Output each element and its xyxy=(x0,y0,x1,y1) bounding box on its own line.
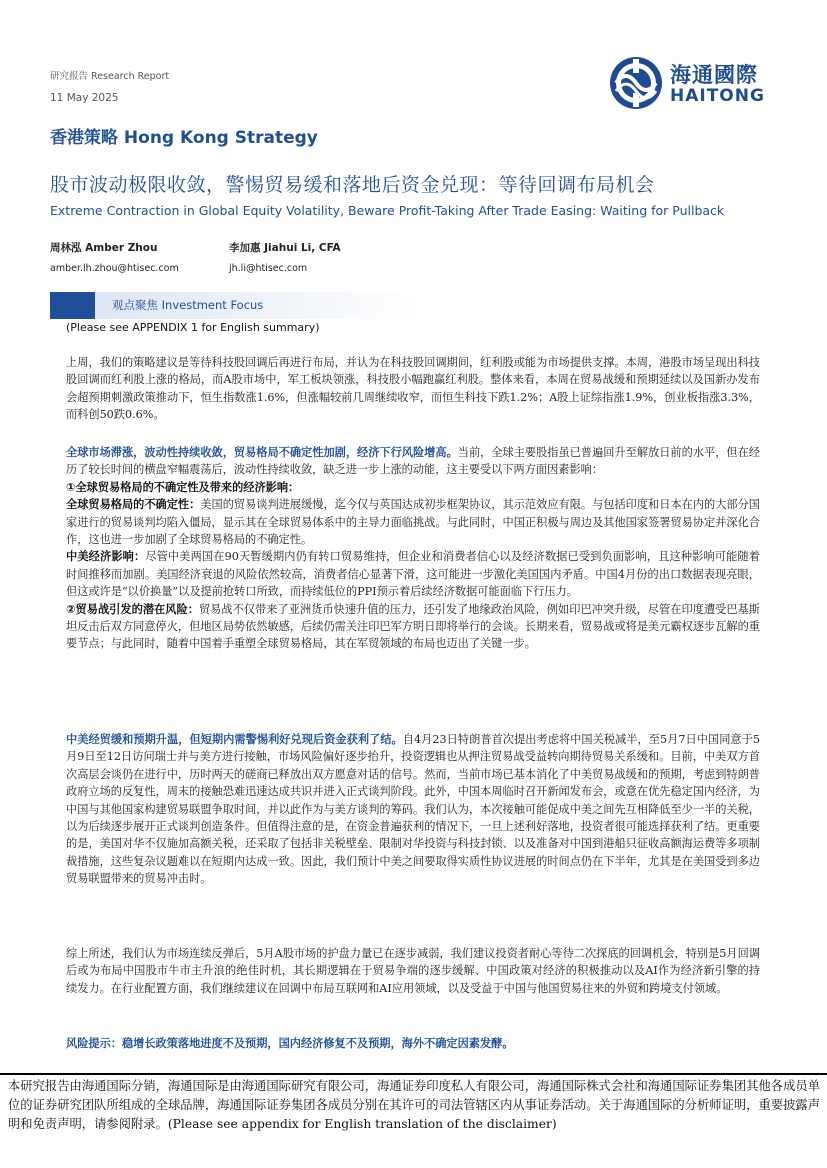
author-name: 李加惠 Jiahui Li, CFA xyxy=(229,242,341,254)
author-email[interactable]: jh.li@htisec.com xyxy=(229,263,308,274)
paragraph-heading: 中美经贸缓和预期升温，但短期内需警惕利好兑现后资金获利了结。 xyxy=(66,733,403,746)
author-email[interactable]: amber.lh.zhou@htisec.com xyxy=(50,263,179,274)
sub-heading: 全球贸易格局的不确定性： xyxy=(66,498,201,512)
author-name: 周林泓 Amber Zhou xyxy=(50,242,158,254)
page-title-en: Extreme Contraction in Global Equity Volatility, Beware Profit-Taking After Trade Easing: Waiting for Pullback xyxy=(50,203,725,218)
paragraph-week-review: 上周，我们的策略建议是等待科技股回调后再进行布局，并认为在科技股回调期间，红利股或能为市场提供支撑。本周，港股市场呈现出科技股回调而红利股上涨的格局，而A股市场中，军工板块领涨，科技股小幅跑赢红利股。整体来看，本周在贸易战缓和预期延续以及国新办发布会超预期刺激政策推动下，恒生指数涨1.6%，但涨幅较前几周继续收窄，而恒生科技下跌1.2%；A股上证综指涨1.9%，创业板指涨3.3%，而科创50跌0.6%。 xyxy=(66,356,760,422)
page-title-cn: 股市波动极限收敛，警惕贸易缓和落地后资金兑现：等待回调布局机会 xyxy=(50,174,655,196)
paragraph-body: 美国的贸易谈判进展缓慢，迄今仅与英国达成初步框架协议，其示范效应有限。与包括印度和日本在内的大部分国家进行的贸易谈判均陷入僵局，显示其在全球贸易体系中的主导力面临挑战。与此同时，中国正积极与周边及其他国家签署贸易协定并深化合作，这也进一步加剧了全球贸易格局的不确定性。 xyxy=(66,498,760,547)
logo-cn: 海通國際 xyxy=(670,63,758,87)
paragraph-body: 贸易战不仅带来了亚洲货币快速升值的压力，还引发了地缘政治风险，例如印巴冲突升级，尽管在印度遭受巴基斯坦反击后双方同意停火，但地区局势依然敏感，后续仍需关注印巴军方明日即将举行的会谈。长期来看，贸易战或将是美元霸权逐步瓦解的重要节点；与此同时，随着中国着手重塑全球贸易格局，其在军贸领域的布局也迈出了关键一步。 xyxy=(66,602,760,651)
sub-heading: ②贸易战引发的潜在风险： xyxy=(66,602,199,616)
paragraph-trade-easing xyxy=(66,731,760,888)
paragraph-heading: 全球市场滞涨，波动性持续收敛，贸易格局不确定性加剧，经济下行风险增高。 xyxy=(66,446,458,459)
focus-square-icon xyxy=(50,292,95,319)
risk-warning xyxy=(66,1035,760,1052)
haitong-logo-icon xyxy=(608,55,664,111)
paragraph-global-markets xyxy=(66,444,760,653)
logo-en: HAITONG xyxy=(670,86,765,106)
sub-heading: ①全球贸易格局的不确定性及带来的经济影响： xyxy=(66,480,300,494)
report-type: 研究报告 Research Report xyxy=(50,71,170,82)
haitong-logo xyxy=(608,55,788,111)
divider xyxy=(0,1073,827,1075)
paragraph-body: 自4月23日特朗普首次提出考虑将中国关税减半，至5月7日中国同意于5月9日至12日访问瑞士并与美方进行接触，市场风险偏好逐步抬升，投资逻辑也从押注贸易战受益转向期待贸易关系缓和。目前，中美双方首次高层会谈仍在进行中，历时两天的磋商已释放出双方愿意对话的信号。然而，当前市场已基本消化了中美贸易战缓和的预期，考虑到特朗普政府立场的反复性，周末的接触恐难迅速达成共识并进入正式谈判阶段。此外，中国本周临时召开新闻发布会，或意在优先稳定国内经济，为中国与其他国家构建贸易联盟争取时间，并以此作为与美方谈判的筹码。我们认为，本次接触可能促成中美之间先互相降低至少一半的关税，以为后续逐步展开正式谈判创造条件。但值得注意的是，在资金普遍获利的情况下，一旦上述利好落地，投资者很可能选择获利了结。更重要的是，美国对华不仅施加高额关税，还采取了包括非关税壁垒、限制对华投资与科技封锁、以及准备对中国到港船只征收高额海运费等多项制裁措施，这些复杂议题难以在短期内达成一致。因此，我们预计中美之间要取得实质性协议进展的时间点仍在下半年，尤其是在美国受到多边贸易联盟带来的贸易冲击时。 xyxy=(66,733,760,886)
section-title: 香港策略 Hong Kong Strategy xyxy=(50,128,318,148)
english-summary-note: (Please see APPENDIX 1 for English summary) xyxy=(66,321,320,334)
paragraph-body: 当前，全球主要股指虽已普遍回升至解放日前的水平，但在经历了较长时间的横盘窄幅震荡后，波动性持续收敛，缺乏进一步上涨的动能，这主要受以下两方面因素影响： xyxy=(66,446,760,477)
sub-heading: 中美经济影响： xyxy=(66,550,146,564)
disclaimer: 本研究报告由海通国际分销，海通国际是由海通国际研究有限公司，海通证券印度私人有限公司，海通国际株式会社和海通国际证券集团其他各成员单位的证券研究团队所组成的全球品牌，海通国际证券集团各成员分别在其许可的司法管辖区内从事证券活动。关于海通国际的分析师证明，重要披露声明和免责声明，请参阅附录。(Please see appendix for English translation of the disclaimer) xyxy=(8,1079,820,1131)
focus-label: 观点聚焦 Investment Focus xyxy=(112,298,264,312)
report-date: 11 May 2025 xyxy=(50,92,119,104)
paragraph-body: 尽管中美两国在90天暂缓期内仍有转口贸易维持，但企业和消费者信心以及经济数据已受到负面影响，且这种影响可能随着时间推移而加剧。美国经济衰退的风险依然较高，消费者信心显著下滑，这可能进一步激化美国国内矛盾。中国4月份的出口数据表现亮眼，但这或许是“以价换量”以及提前抢转口所致，而持续低位的PPI预示着后续经济数据可能面临下行压力。 xyxy=(66,550,760,599)
risk-text: 风险提示：稳增长政策落地进度不及预期，国内经济修复不及预期，海外不确定因素发酵。 xyxy=(66,1037,514,1050)
paragraph-conclusion: 综上所述，我们认为市场连续反弹后，5月A股市场的护盘力量已在逐步减弱，我们建议投资者耐心等待二次探底的回调机会，特别是5月回调后或为布局中国股市牛市主升浪的绝佳时机，其长期逻辑在于贸易争端的逐步缓解、中国政策对经济的积极推动以及AI作为经济新引擎的持续发力。在行业配置方面，我们继续建议在回调中布局互联网和AI应用领域，以及受益于中国与他国贸易往来的外贸和跨境支付领域。 xyxy=(66,947,760,995)
